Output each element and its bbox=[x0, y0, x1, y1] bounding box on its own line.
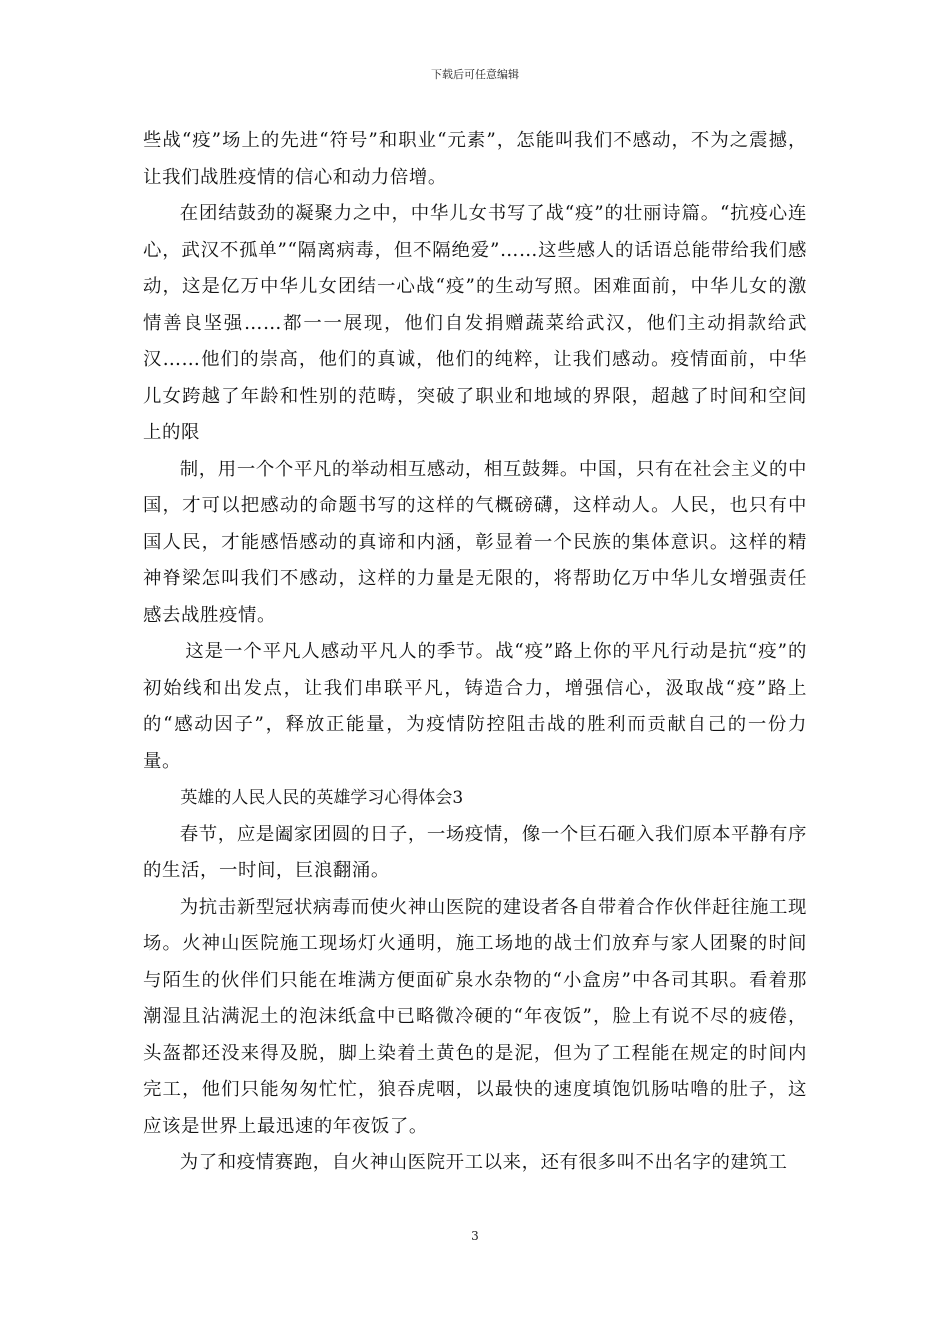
paragraph-4: 这是一个平凡人感动平凡人的季节。战“疫”路上你的平凡行动是抗“疫”的初始线和出发点，让我们串联平凡，铸造合力，增强信心，汲取战“疫”路上的“感动因子”，释放正能量，为疫情防控阻击战的胜利而贡献自己的一份力量。 bbox=[143, 641, 807, 772]
paragraph-1: 些战“疫”场上的先进“符号”和职业“元素”，怎能叫我们不感动，不为之震撼，让我们战胜疫情的信心和动力倍增。 bbox=[143, 130, 807, 188]
paragraph-2: 在团结鼓劲的凝聚力之中，中华儿女书写了战“疫”的壮丽诗篇。“抗疫心连心，武汉不孤单”“隔离病毒，但不隔绝爱”……这些感人的话语总能带给我们感动，这是亿万中华儿女团结一心战“疫”的生动写照。困难面前，中华儿女的激情善良坚强……都一一展现，他们自发捐赠蔬菜给武汉，他们主动捐款给武汉……他们的崇高，他们的真诚，他们的纯粹，让我们感动。疫情面前，中华儿女跨越了年龄和性别的范畴，突破了职业和地域的界限，超越了时间和空间上的限 bbox=[143, 203, 807, 443]
paragraph-6: 为抗击新型冠状病毒而使火神山医院的建设者各自带着合作伙伴赶往施工现场。火神山医院施工现场灯火通明，施工场地的战士们放弃与家人团聚的时间与陌生的伙伴们只能在堆满方便面矿泉水杂物的“小盒房”中各司其职。看着那潮湿且沾满泥土的泡沫纸盒中已略微冷硬的“年夜饭”，脸上有说不尽的疲倦，头盔都还没来得及脱，脚上染着土黄色的是泥，但为了工程能在规定的时间内完工，他们只能匆匆忙忙，狼吞虎咽，以最快的速度填饱饥肠咕噜的肚子，这应该是世界上最迅速的年夜饭了。 bbox=[143, 896, 807, 1137]
paragraph-7: 为了和疫情赛跑，自火神山医院开工以来，还有很多叫不出名字的建筑工 bbox=[179, 1152, 788, 1173]
paragraph-3: 制，用一个个平凡的举动相互感动，相互鼓舞。中国，只有在社会主义的中国，才可以把感动的命题书写的这样的气概磅礴，这样动人。人民，也只有中国人民，才能感悟感动的真谛和内涵，彰显着一个民族的集体意识。这样的精神脊梁怎叫我们不感动，这样的力量是无限的，将帮助亿万中华儿女增强责任感去战胜疫情。 bbox=[143, 458, 807, 626]
page-header: 下载后可任意编辑 bbox=[431, 68, 519, 81]
page-number: 3 bbox=[471, 1229, 479, 1243]
paragraph-5: 春节，应是阖家团圆的日子，一场疫情，像一个巨石砸入我们原本平静有序的生活，一时间，巨浪翻涌。 bbox=[143, 823, 807, 881]
document-body bbox=[143, 123, 807, 1182]
section-heading: 英雄的人民人民的英雄学习心得体会3 bbox=[180, 788, 464, 808]
